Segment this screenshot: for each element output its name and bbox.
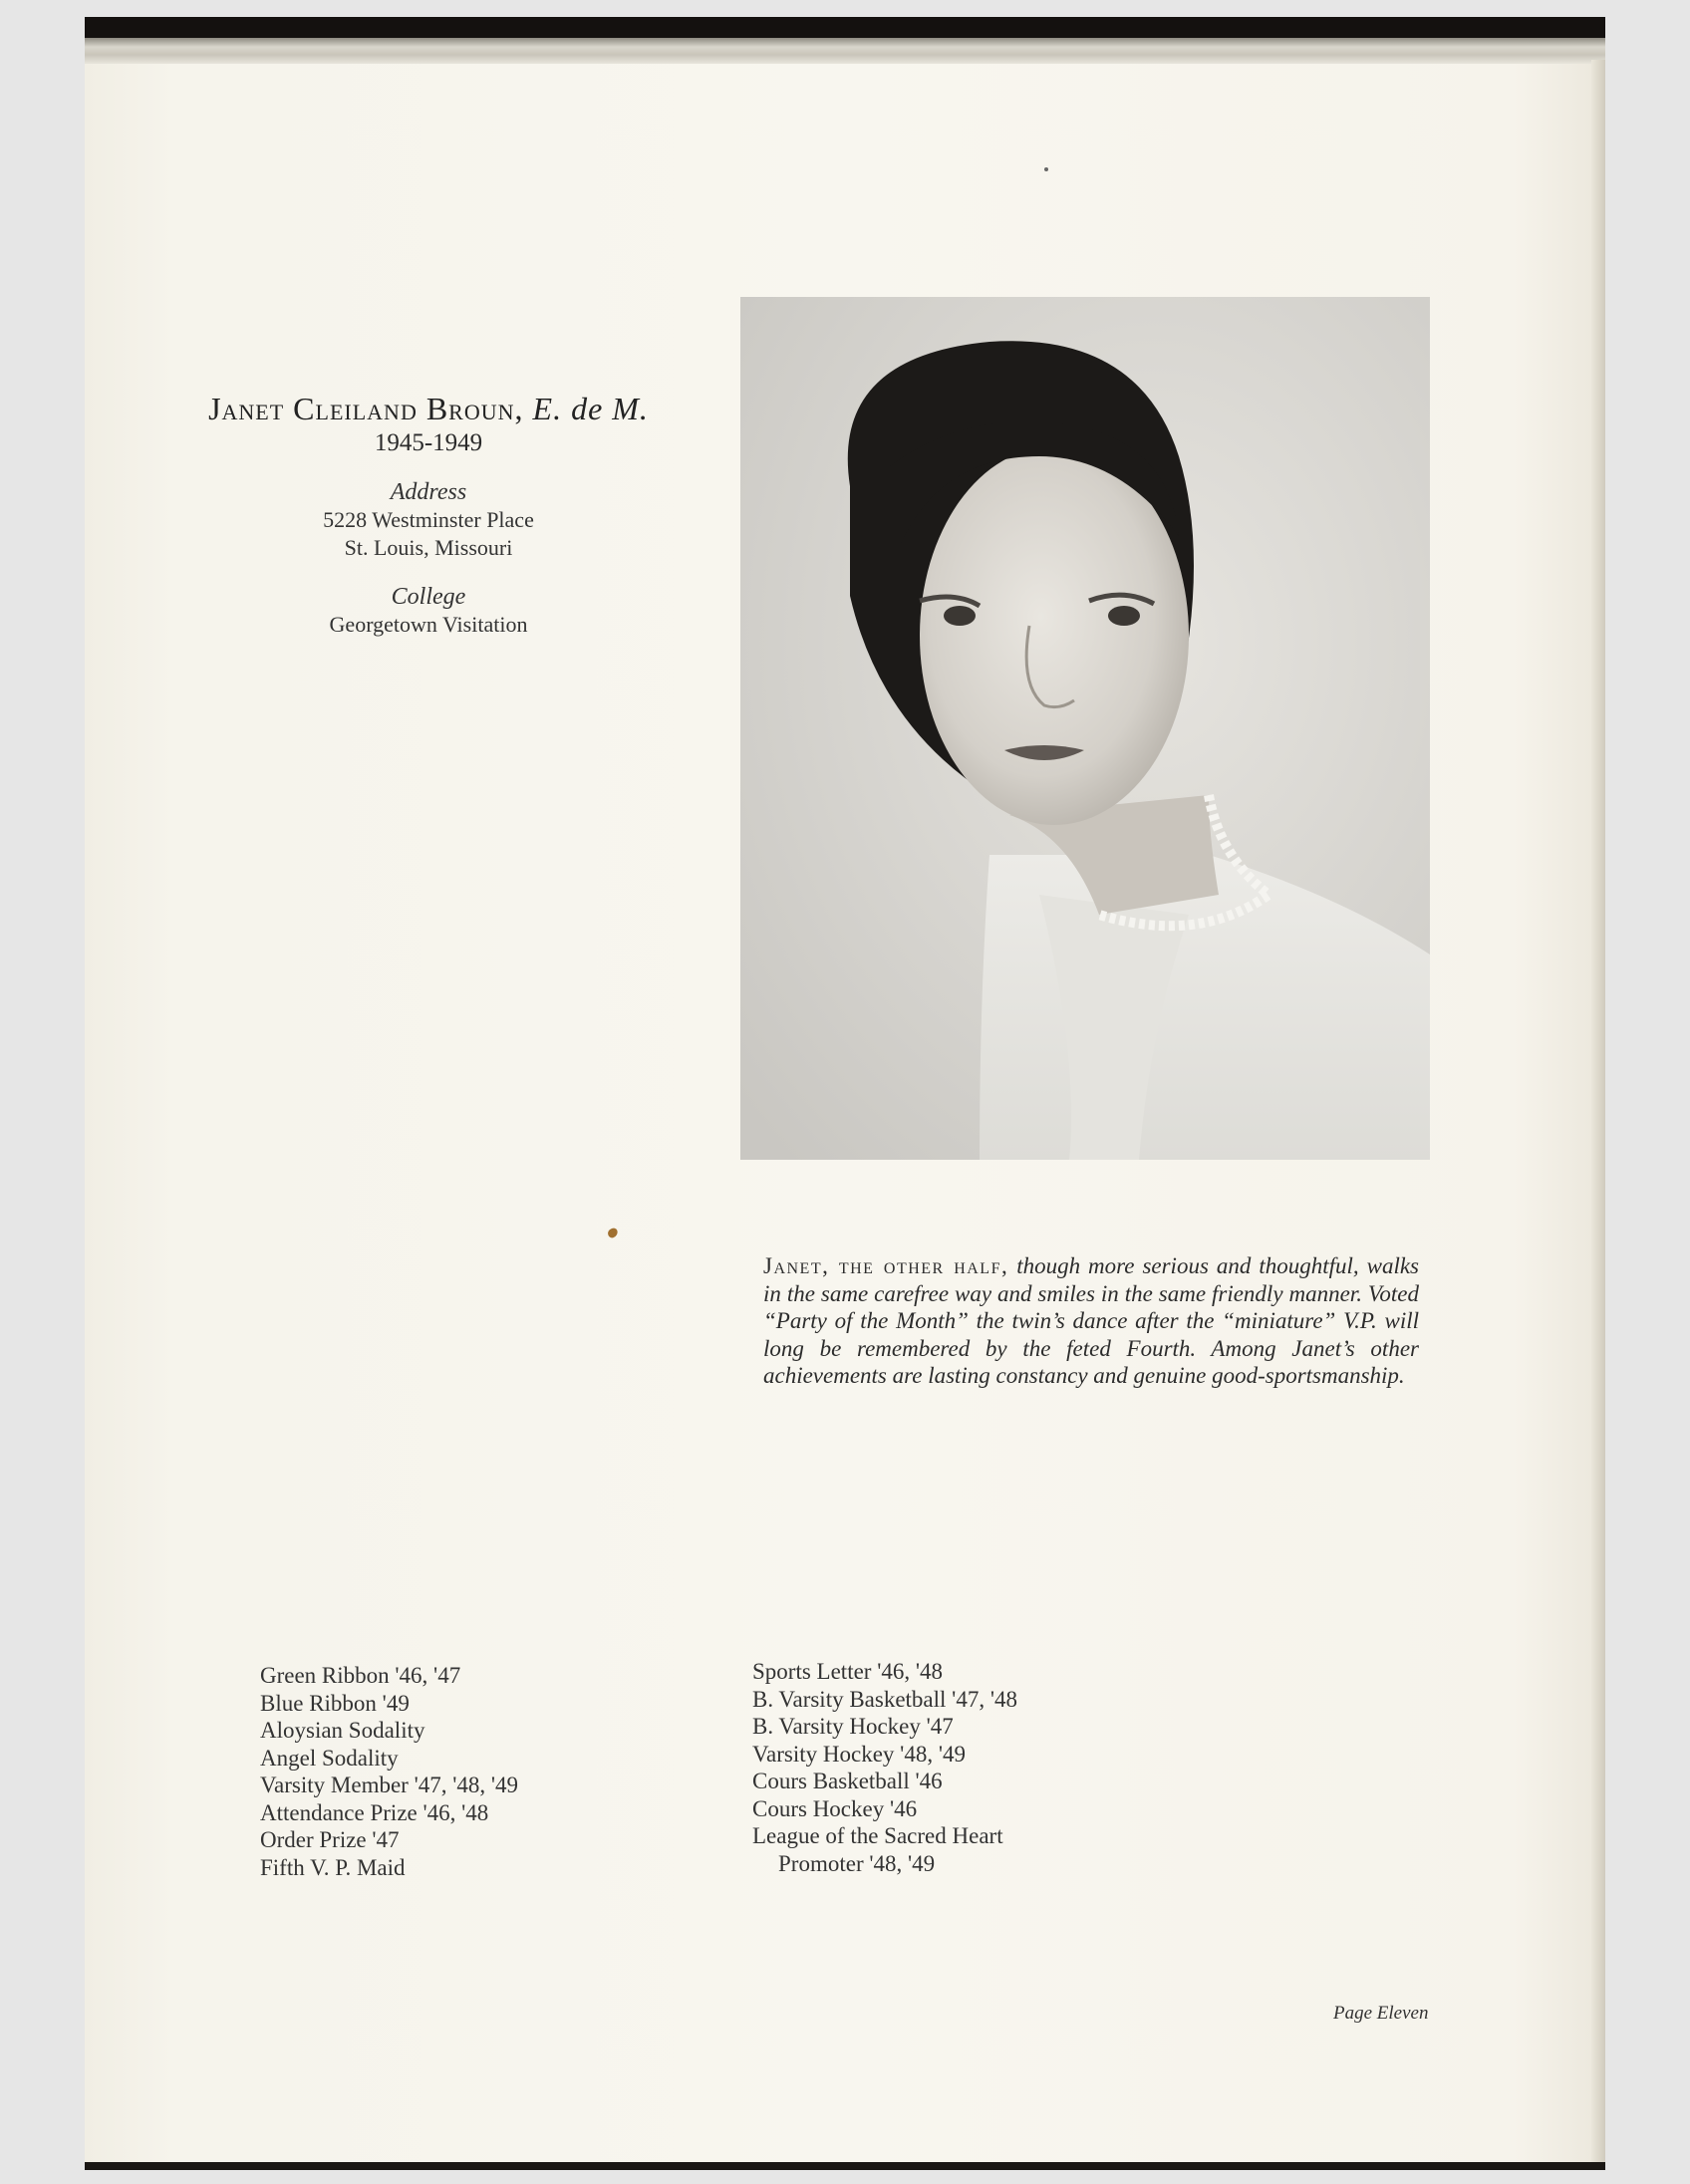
page-edge <box>1591 60 1605 2162</box>
address-line-2: St. Louis, Missouri <box>344 535 513 560</box>
bio-paragraph <box>763 1252 1419 1390</box>
honor-item: Cours Basketball '46 <box>752 1769 943 1793</box>
speck <box>1044 167 1048 171</box>
portrait-illustration <box>740 297 1430 1160</box>
address-label: Address <box>390 479 467 505</box>
student-degree: E. de M. <box>532 391 649 426</box>
bio-lead: Janet, the other half, <box>763 1253 1009 1278</box>
honors-list-left <box>260 1662 518 1881</box>
honor-item: Angel Sodality <box>260 1745 399 1771</box>
student-info <box>149 391 707 639</box>
student-name <box>149 391 707 427</box>
honors-list-right <box>752 1658 1017 1877</box>
honor-item: Varsity Member '47, '48, '49 <box>260 1773 519 1797</box>
portrait-photo <box>740 297 1430 1160</box>
honor-item: Green Ribbon '46, '47 <box>260 1663 461 1688</box>
page-number: Page Eleven <box>1333 2003 1429 2024</box>
bio-text: though more serious and thoughtful, walks in the same carefree way and smiles in the same friendly manner. Voted “Party of the Month” the twin’s dance after the “miniature” V.P. will long be remembered by the feted Fourth. Among Janet’s other achievements are lasting constancy and genuine good-sportsmanship. <box>763 1253 1419 1388</box>
honor-item: Cours Hockey '46 <box>752 1795 918 1821</box>
student-full-name: Janet Cleiland Broun, <box>208 391 524 426</box>
honor-item: Order Prize '47 <box>260 1827 400 1852</box>
binding-strip <box>85 38 1605 64</box>
honor-item: Attendance Prize '46, '48 <box>260 1799 489 1825</box>
page-bottom-edge <box>85 2162 1605 2170</box>
honor-item-continued: Promoter '48, '49 <box>778 1850 936 1876</box>
honor-item: Fifth V. P. Maid <box>260 1854 406 1880</box>
honor-item: Sports Letter '46, '48 <box>752 1659 943 1684</box>
honor-item: B. Varsity Hockey '47 <box>752 1714 954 1739</box>
honor-item: B. Varsity Basketball '47, '48 <box>752 1686 1017 1712</box>
college-label: College <box>391 584 466 610</box>
honor-item: Varsity Hockey '48, '49 <box>752 1741 966 1767</box>
honor-item: League of the Sacred Heart <box>752 1823 1003 1848</box>
honor-item: Blue Ribbon '49 <box>260 1690 410 1716</box>
address-line-1: 5228 Westminster Place <box>323 507 534 532</box>
college-name: Georgetown Visitation <box>329 612 528 637</box>
honor-item: Aloysian Sodality <box>260 1718 425 1743</box>
student-years: 1945-1949 <box>374 429 483 456</box>
